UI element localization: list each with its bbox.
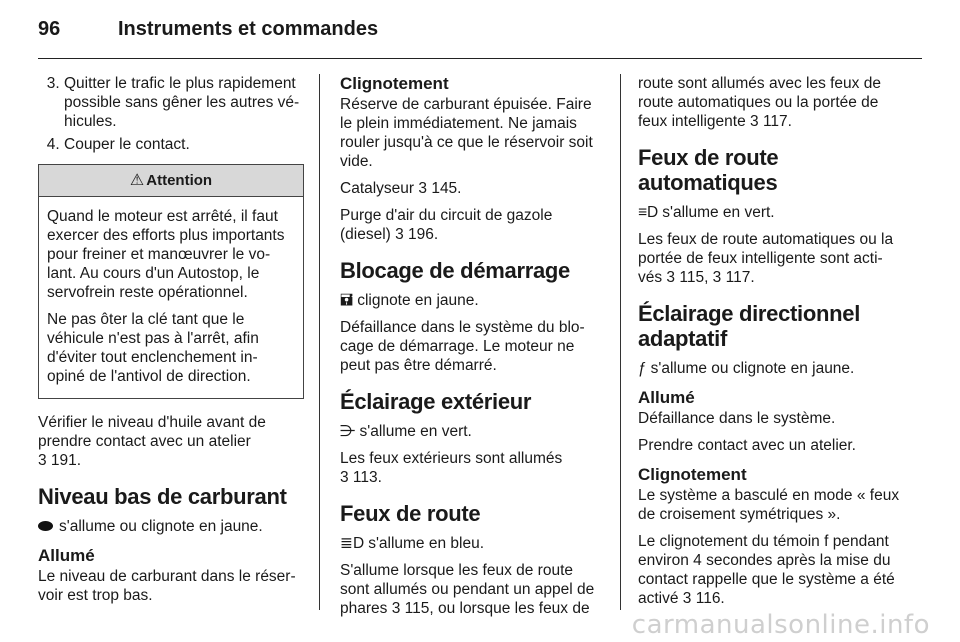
auto-high-beam-text: Les feux de route automatiques ou la portée de feux intelligente sont acti-vés 3 115, 3 117.	[638, 231, 894, 286]
exterior-light-text: Les feux extérieurs sont allumés 3 113.	[340, 450, 563, 486]
attention-body	[39, 197, 303, 398]
page-number: 96	[38, 18, 61, 40]
allume-text: Défaillance dans le système.	[638, 410, 836, 427]
blink-heading: Clignotement	[638, 465, 747, 484]
oil-check-text: Vérifier le niveau d'huile avant de prendre contact avec un atelier 3 191.	[38, 414, 266, 469]
exterior-light-heading: Éclairage extérieur	[340, 389, 532, 414]
high-beam-desc: s'allume en bleu.	[368, 535, 485, 552]
continued-text: route sont allumés avec les feux de route automatiques ou la portée de feux intelligente 3 117.	[638, 75, 881, 130]
watermark: carmanualsonline.info	[631, 610, 930, 640]
low-fuel-heading: Niveau bas de carburant	[38, 484, 287, 509]
header-rule	[38, 58, 922, 59]
column-2	[340, 74, 604, 626]
high-beam-icon: ≣D	[340, 535, 365, 552]
immobiliser-icon: 🖬	[340, 292, 354, 309]
step-item: 3. Quitter le trafic le plus rapidement possible sans gêner les autres vé-hicules.	[64, 74, 304, 131]
allume-heading: Allumé	[38, 546, 95, 565]
column-divider	[620, 74, 621, 610]
auto-high-beam-icon: ≡D	[638, 204, 659, 221]
blink-text: Réserve de carburant épuisée. Faire le plein immédiatement. Ne jamais rouler jusqu'à ce que le réservoir soit vide.	[340, 96, 593, 170]
blink-heading: Clignotement	[340, 74, 449, 93]
allume-text: Le niveau de carburant dans le réser-voir est trop bas.	[38, 568, 296, 604]
exterior-light-desc: s'allume en vert.	[359, 423, 472, 440]
attention-header	[39, 165, 303, 197]
column-divider	[319, 74, 320, 610]
exterior-light-icon: ⋺	[340, 423, 356, 440]
attention-paragraph: Ne pas ôter la clé tant que le véhicule n'est pas à l'arrêt, afin d'éviter tout enclenchement in-opiné de l'antivol de direction.	[47, 311, 259, 385]
immobiliser-text: Défaillance dans le système du blo-cage de démarrage. Le moteur ne peut pas être démarré.	[340, 319, 585, 374]
blink-text-2: Le clignotement du témoin f pendant environ 4 secondes après la mise du contact rappelle que le système a été activé 3 116.	[638, 533, 895, 607]
immobiliser-heading: Blocage de démarrage	[340, 258, 570, 283]
adaptive-light-desc: s'allume ou clignote en jaune.	[650, 360, 855, 377]
auto-high-beam-heading: Feux de route automatiques	[638, 145, 779, 195]
page-reference: 3 113.	[340, 469, 382, 486]
attention-paragraph: Quand le moteur est arrêté, il faut exercer des efforts plus importants pour freiner et manœuvrer le vo-lant. Au cours d'un Autostop, le servofrein reste opérationnel.	[47, 208, 285, 301]
allume-text-2: Prendre contact avec un atelier.	[638, 437, 856, 454]
page-reference: 3 191.	[38, 452, 82, 469]
warning-triangle-icon: ⚠	[129, 172, 145, 189]
step-item: 4. Couper le contact.	[64, 135, 304, 154]
adaptive-light-heading: Éclairage directionnel adaptatif	[638, 301, 861, 351]
section-title: Instruments et commandes	[118, 18, 379, 40]
column-3	[638, 74, 904, 616]
low-fuel-desc: s'allume ou clignote en jaune.	[59, 518, 263, 535]
immobiliser-desc: clignote en jaune.	[357, 292, 479, 309]
column-1	[38, 74, 304, 613]
step-list	[38, 74, 304, 154]
attention-box	[38, 164, 304, 399]
purge-ref: Purge d'air du circuit de gazole (diesel) 3 196.	[340, 207, 553, 243]
high-beam-heading: Feux de route	[340, 501, 481, 526]
allume-heading: Allumé	[638, 388, 695, 407]
adaptive-light-icon: ƒ	[638, 360, 647, 377]
fuel-indicator-icon	[38, 521, 53, 531]
blink-text: Le système a basculé en mode « feux de croisement symétriques ».	[638, 487, 900, 523]
high-beam-text: S'allume lorsque les feux de route sont allumés ou pendant un appel de phares 3 115, ou lorsque les feux de	[340, 562, 595, 617]
auto-high-beam-desc: s'allume en vert.	[662, 204, 775, 221]
attention-title: Attention	[146, 172, 213, 189]
page-header	[38, 18, 378, 48]
catalyst-ref: Catalyseur 3 145.	[340, 180, 462, 197]
